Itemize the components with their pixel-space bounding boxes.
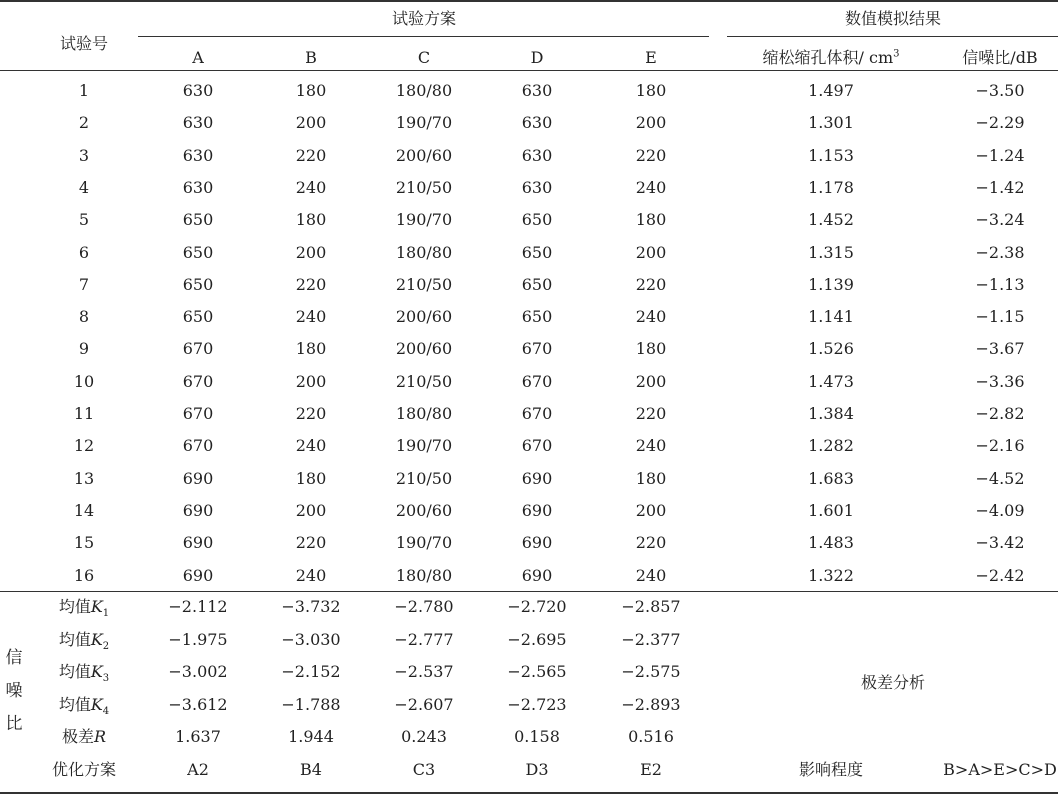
table-cell: 200 <box>635 501 667 520</box>
sn-row-subscript: 1 <box>102 608 110 620</box>
table-cell: 200 <box>295 372 327 391</box>
table-cell: −1.15 <box>975 307 1025 326</box>
table-cell: −4.09 <box>975 501 1025 520</box>
table-cell: 180 <box>295 81 327 100</box>
table-cell: −1.13 <box>975 275 1025 294</box>
sn-row-label <box>58 662 110 685</box>
table-cell: −2.16 <box>975 436 1025 455</box>
table-cell: 650 <box>182 243 214 262</box>
table-cell: 650 <box>521 243 553 262</box>
table-cell: 670 <box>521 372 553 391</box>
table-cell: 2 <box>78 113 90 132</box>
sn-row-label <box>58 597 110 620</box>
sn-value-cell: −1.975 <box>168 630 228 649</box>
table-cell: 10 <box>73 372 95 391</box>
scheme-header: 试验方案 <box>391 9 457 28</box>
sn-vertical-char-3: 比 <box>5 714 23 734</box>
sn-row-label-text: 均值 <box>58 662 91 681</box>
table-cell: 1.282 <box>808 436 854 455</box>
col-header-a: A <box>192 48 204 67</box>
col-header-e: E <box>645 48 657 67</box>
table-cell: 1.452 <box>808 210 854 229</box>
table-cell: 5 <box>78 210 90 229</box>
table-cell: 210/50 <box>395 275 453 294</box>
optimal-label: 优化方案 <box>51 760 117 779</box>
sn-header: 信噪比/dB <box>962 48 1038 67</box>
table-cell: 220 <box>295 275 327 294</box>
sn-value-cell: −2.607 <box>394 695 454 714</box>
table-cell: 200/60 <box>395 307 453 326</box>
table-cell: 670 <box>521 339 553 358</box>
sn-row-subscript: 3 <box>102 673 110 685</box>
table-cell: 11 <box>73 404 95 423</box>
table-cell: 1.301 <box>808 113 854 132</box>
table-cell: 210/50 <box>395 178 453 197</box>
table-cell: 12 <box>73 436 95 455</box>
sn-value-cell: −2.780 <box>394 597 454 616</box>
table-cell: 190/70 <box>395 436 453 455</box>
table-cell: 3 <box>78 146 90 165</box>
sn-row-label-text: 均值 <box>58 695 91 714</box>
table-cell: 200 <box>295 243 327 262</box>
sn-value-cell: 0.158 <box>514 727 560 746</box>
table-cell: 1.526 <box>808 339 854 358</box>
sn-row-label <box>58 695 110 718</box>
table-cell: −3.24 <box>975 210 1025 229</box>
table-cell: 210/50 <box>395 469 453 488</box>
table-cell: 8 <box>78 307 90 326</box>
result-header: 数值模拟结果 <box>844 9 942 28</box>
sn-row-label-text: 均值 <box>58 630 91 649</box>
table-cell: 14 <box>73 501 95 520</box>
sn-value-cell: −2.575 <box>621 662 681 681</box>
optimal-value-cell: A2 <box>187 760 209 779</box>
sn-value-cell: −2.720 <box>507 597 567 616</box>
table-cell: 15 <box>73 533 95 552</box>
volume-header-text: 缩松缩孔体积/ cm <box>762 48 894 67</box>
table-cell: 220 <box>635 533 667 552</box>
sn-row-variable: K <box>90 630 103 649</box>
volume-header-sup: 3 <box>893 48 900 60</box>
sn-row-label <box>62 727 106 747</box>
sn-row-subscript: 4 <box>102 706 110 718</box>
table-cell: 180 <box>295 210 327 229</box>
table-cell: 690 <box>521 566 553 585</box>
table-cell: 630 <box>521 146 553 165</box>
table-cell: 240 <box>635 178 667 197</box>
result-underline <box>727 36 1058 37</box>
data-bottom-rule <box>0 591 1058 592</box>
table-cell: 190/70 <box>395 113 453 132</box>
table-cell: −1.42 <box>975 178 1025 197</box>
table-cell: 180/80 <box>395 404 453 423</box>
table-cell: 670 <box>182 436 214 455</box>
table-cell: 1.322 <box>808 566 854 585</box>
sn-row-variable: K <box>90 597 103 616</box>
table-cell: 16 <box>73 566 95 585</box>
table-cell: 180/80 <box>395 243 453 262</box>
table-cell: 1.483 <box>808 533 854 552</box>
table-cell: −1.24 <box>975 146 1025 165</box>
table-cell: 190/70 <box>395 210 453 229</box>
table-cell: 200 <box>295 113 327 132</box>
table-cell: 200 <box>635 372 667 391</box>
header-rule <box>0 70 1058 71</box>
table-cell: 1.178 <box>808 178 854 197</box>
table-cell: 1.315 <box>808 243 854 262</box>
table-cell: −4.52 <box>975 469 1025 488</box>
table-cell: 690 <box>521 469 553 488</box>
table-cell: 650 <box>182 307 214 326</box>
table-cell: 180/80 <box>395 566 453 585</box>
table-cell: −2.38 <box>975 243 1025 262</box>
table-cell: 650 <box>521 210 553 229</box>
table-cell: 6 <box>78 243 90 262</box>
col-header-b: B <box>305 48 317 67</box>
table-cell: 630 <box>521 81 553 100</box>
sn-value-cell: −2.723 <box>507 695 567 714</box>
table-cell: 690 <box>182 533 214 552</box>
table-cell: −3.36 <box>975 372 1025 391</box>
range-analysis-label: 极差分析 <box>860 673 926 692</box>
table-cell: 1.153 <box>808 146 854 165</box>
col-header-c: C <box>417 48 431 67</box>
scheme-underline <box>138 36 709 37</box>
table-cell: 630 <box>182 178 214 197</box>
table-cell: 690 <box>521 533 553 552</box>
table-cell: 670 <box>182 339 214 358</box>
table-cell: 650 <box>182 210 214 229</box>
sn-value-cell: −3.612 <box>168 695 228 714</box>
table-cell: −3.42 <box>975 533 1025 552</box>
sn-value-cell: −3.002 <box>168 662 228 681</box>
table-cell: 240 <box>635 307 667 326</box>
table-cell: 220 <box>635 404 667 423</box>
table-cell: −2.82 <box>975 404 1025 423</box>
table-cell: 210/50 <box>395 372 453 391</box>
col-header-d: D <box>530 48 544 67</box>
table-cell: −2.29 <box>975 113 1025 132</box>
table-cell: 180 <box>635 210 667 229</box>
sn-value-cell: −2.112 <box>168 597 228 616</box>
table-cell: −3.50 <box>975 81 1025 100</box>
sn-row-label <box>58 630 110 653</box>
table-cell: 240 <box>295 436 327 455</box>
sn-value-cell: −2.565 <box>507 662 567 681</box>
sn-value-cell: 1.637 <box>175 727 221 746</box>
table-cell: 690 <box>521 501 553 520</box>
table-cell: 240 <box>635 436 667 455</box>
table-cell: 1.497 <box>808 81 854 100</box>
table-cell: 200 <box>295 501 327 520</box>
table-cell: 630 <box>182 81 214 100</box>
table-cell: 670 <box>182 404 214 423</box>
table-cell: −3.67 <box>975 339 1025 358</box>
trial-no-header: 试验号 <box>59 34 109 53</box>
optimal-value-cell: C3 <box>412 760 436 779</box>
table-cell: 180 <box>635 81 667 100</box>
table-cell: 630 <box>182 113 214 132</box>
sn-value-cell: 0.516 <box>628 727 674 746</box>
table-cell: 1.141 <box>808 307 854 326</box>
sn-value-cell: −3.030 <box>281 630 341 649</box>
table-cell: 180 <box>295 469 327 488</box>
table-cell: 630 <box>521 113 553 132</box>
table-cell: 7 <box>78 275 90 294</box>
table-cell: 1.139 <box>808 275 854 294</box>
sn-value-cell: −2.777 <box>394 630 454 649</box>
table-cell: 240 <box>295 566 327 585</box>
table-cell: 9 <box>78 339 90 358</box>
influence-order: B>A>E>C>D <box>943 760 1057 779</box>
table-cell: 240 <box>295 178 327 197</box>
table-cell: 200/60 <box>395 339 453 358</box>
table-cell: 180 <box>635 469 667 488</box>
table-cell: 630 <box>521 178 553 197</box>
table-cell: 180/80 <box>395 81 453 100</box>
table-cell: 200/60 <box>395 501 453 520</box>
table-cell: 1 <box>78 81 90 100</box>
table-cell: 220 <box>295 404 327 423</box>
table-cell: 180 <box>635 339 667 358</box>
table-cell: 200/60 <box>395 146 453 165</box>
sn-value-cell: −2.857 <box>621 597 681 616</box>
table-cell: 220 <box>635 275 667 294</box>
table-cell: 670 <box>521 404 553 423</box>
table-cell: 220 <box>635 146 667 165</box>
table-cell: −2.42 <box>975 566 1025 585</box>
top-rule <box>0 0 1058 2</box>
sn-value-cell: −2.152 <box>281 662 341 681</box>
sn-row-label-text: 均值 <box>58 597 91 616</box>
table-cell: 200 <box>635 113 667 132</box>
sn-row-label-text: 极差 <box>61 727 94 746</box>
sn-row-variable: K <box>90 695 103 714</box>
volume-header <box>763 48 900 68</box>
sn-value-cell: −3.732 <box>281 597 341 616</box>
sn-value-cell: −2.377 <box>621 630 681 649</box>
bottom-rule <box>0 792 1058 794</box>
table-cell: 1.683 <box>808 469 854 488</box>
table-cell: 650 <box>182 275 214 294</box>
optimal-value-cell: B4 <box>300 760 322 779</box>
table-cell: 1.473 <box>808 372 854 391</box>
sn-value-cell: −1.788 <box>281 695 341 714</box>
table-cell: 240 <box>295 307 327 326</box>
sn-value-cell: −2.695 <box>507 630 567 649</box>
table-cell: 670 <box>182 372 214 391</box>
optimal-value-cell: D3 <box>525 760 549 779</box>
table-cell: 220 <box>295 533 327 552</box>
sn-row-variable: K <box>90 662 103 681</box>
influence-label: 影响程度 <box>798 760 864 779</box>
table-cell: 690 <box>182 501 214 520</box>
table-cell: 13 <box>73 469 95 488</box>
table-cell: 240 <box>635 566 667 585</box>
optimal-value-cell: E2 <box>640 760 662 779</box>
table-cell: 200 <box>635 243 667 262</box>
table-cell: 630 <box>182 146 214 165</box>
sn-value-cell: 0.243 <box>401 727 447 746</box>
table-cell: 650 <box>521 307 553 326</box>
table-cell: 4 <box>78 178 90 197</box>
table-cell: 690 <box>182 566 214 585</box>
table-cell: 1.384 <box>808 404 854 423</box>
sn-value-cell: −2.537 <box>394 662 454 681</box>
sn-row-variable: R <box>93 727 107 746</box>
table-cell: 220 <box>295 146 327 165</box>
table-cell: 670 <box>521 436 553 455</box>
sn-row-subscript: 2 <box>102 641 110 653</box>
sn-vertical-char-2: 噪 <box>5 681 23 701</box>
sn-value-cell: −2.893 <box>621 695 681 714</box>
table-cell: 1.601 <box>808 501 854 520</box>
table-cell: 190/70 <box>395 533 453 552</box>
table-cell: 180 <box>295 339 327 358</box>
sn-value-cell: 1.944 <box>288 727 334 746</box>
table-cell: 690 <box>182 469 214 488</box>
sn-vertical-char-1: 信 <box>5 648 23 668</box>
table-cell: 650 <box>521 275 553 294</box>
